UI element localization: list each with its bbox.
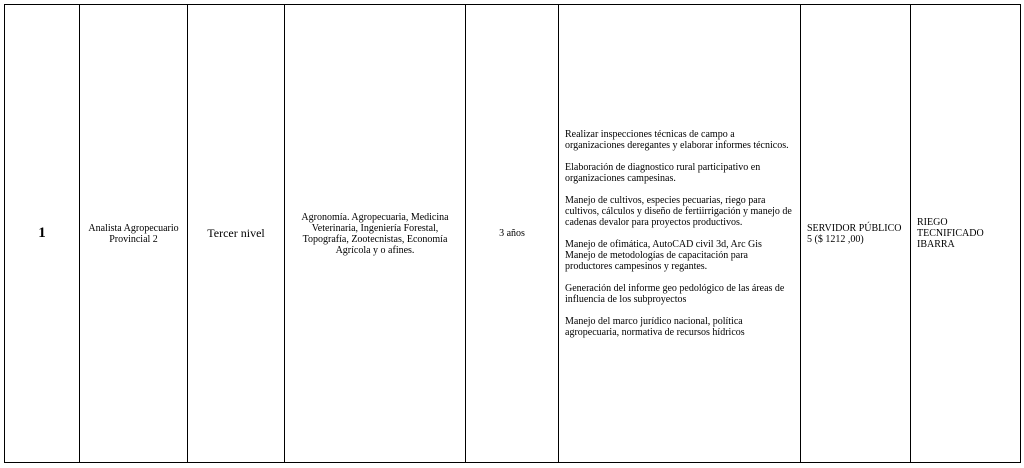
row-number: 1: [5, 5, 80, 463]
salary-grade: SERVIDOR PÚBLICO 5 ($ 1212 ,00): [801, 5, 911, 463]
project-name: RIEGO TECNIFICADO IBARRA: [911, 5, 1021, 463]
function-item: Elaboración de diagnostico rural participativo en organizaciones campesinas.: [565, 162, 761, 184]
function-item: Manejo del marco jurídico nacional, política agropecuaria, normativa de recursos hídricos: [565, 316, 745, 338]
table-row: [5, 5, 1021, 463]
function-item: Generación del informe geo pedológico de las áreas de influencia de los subproyectos: [565, 283, 785, 305]
function-item: Manejo de ofimática, AutoCAD civil 3d, Arc Gis Manejo de metodologías de capacitación para productores campesinos y regantes.: [565, 239, 762, 272]
education-level: Tercer nivel: [188, 5, 285, 463]
study-fields: Agronomía. Agropecuaria, Medicina Veterinaria, Ingeniería Forestal, Topografía, Zootecnistas, Economía Agrícola y o afines.: [285, 5, 466, 463]
experience-required: 3 años: [466, 5, 559, 463]
job-positions-table: [4, 4, 1021, 463]
function-item: Realizar inspecciones técnicas de campo a organizaciones deregantes y elaborar informes técnicos.: [565, 129, 789, 151]
position-title: Analista Agropecuario Provincial 2: [80, 5, 188, 463]
function-item: Manejo de cultivos, especies pecuarias, riego para cultivos, cálculos y diseño de fertiirrigación y manejo de cadenas devalor para proyectos productivos.: [565, 195, 792, 228]
functions-cell: [559, 5, 801, 463]
